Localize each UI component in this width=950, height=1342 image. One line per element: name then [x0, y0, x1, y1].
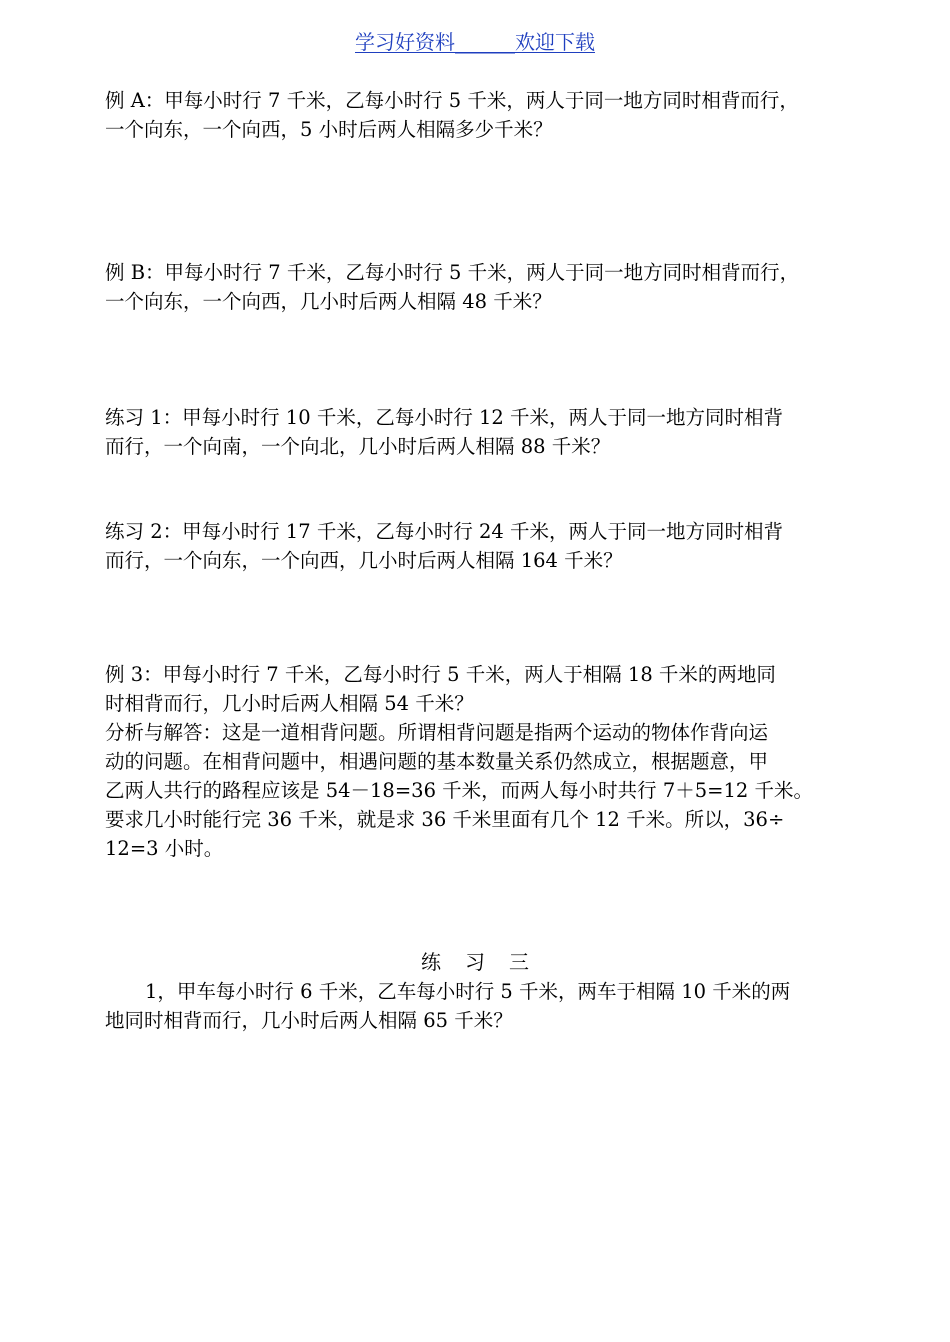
example-3-line-1: 例 3：甲每小时行 7 千米，乙每小时行 5 千米，两人于相隔 18 千米的两地同: [105, 663, 776, 686]
example-3-analysis-line-1: 分析与解答：这是一道相背问题。所谓相背问题是指两个运动的物体作背向运: [105, 721, 769, 744]
exercise-three-q1-line-2: 地同时相背而行，几小时后两人相隔 65 千米？: [105, 1009, 513, 1032]
header-gap: ______: [455, 30, 515, 54]
header-title-left[interactable]: 学习好资料: [355, 30, 455, 54]
example-a: [105, 86, 850, 144]
example-a-line-2: 一个向东，一个向西，5 小时后两人相隔多少千米？: [105, 118, 553, 141]
example-3: [105, 660, 850, 863]
example-b-line-1: 例 B：甲每小时行 7 千米，乙每小时行 5 千米，两人于同一地方同时相背而行，: [105, 261, 800, 284]
example-3-analysis-line-3: 乙两人共行的路程应该是 54－18=36 千米，而两人每小时共行 7＋5=12 千米。: [105, 779, 814, 802]
practice-2-line-2: 而行，一个向东，一个向西，几小时后两人相隔 164 千米？: [105, 549, 623, 572]
practice-1-line-1: 练习 1：甲每小时行 10 千米，乙每小时行 12 千米，两人于同一地方同时相背: [105, 406, 784, 429]
practice-1: [105, 403, 850, 461]
exercise-three-title: 练习三: [421, 950, 553, 974]
practice-2-line-1: 练习 2：甲每小时行 17 千米，乙每小时行 24 千米，两人于同一地方同时相背: [105, 520, 784, 543]
exercise-three-question-1: [105, 977, 850, 1035]
page-header: [0, 28, 950, 56]
example-b: [105, 258, 850, 316]
practice-1-line-2: 而行，一个向南，一个向北，几小时后两人相隔 88 千米？: [105, 435, 611, 458]
header-title-right[interactable]: 欢迎下载: [515, 30, 595, 54]
example-3-analysis-line-4: 要求几小时能行完 36 千米，就是求 36 千米里面有几个 12 千米。所以，36÷: [105, 808, 785, 831]
example-b-line-2: 一个向东，一个向西，几小时后两人相隔 48 千米？: [105, 290, 552, 313]
example-3-analysis-line-5: 12=3 小时。: [105, 837, 224, 860]
example-a-line-1: 例 A：甲每小时行 7 千米，乙每小时行 5 千米，两人于同一地方同时相背而行，: [105, 89, 799, 112]
example-3-analysis-line-2: 动的问题。在相背问题中，相遇问题的基本数量关系仍然成立，根据题意，甲: [105, 750, 769, 773]
practice-2: [105, 517, 850, 575]
example-3-line-2: 时相背而行，几小时后两人相隔 54 千米？: [105, 692, 474, 715]
exercise-three-q1-line-1: 1，甲车每小时行 6 千米，乙车每小时行 5 千米，两车于相隔 10 千米的两: [145, 980, 791, 1003]
